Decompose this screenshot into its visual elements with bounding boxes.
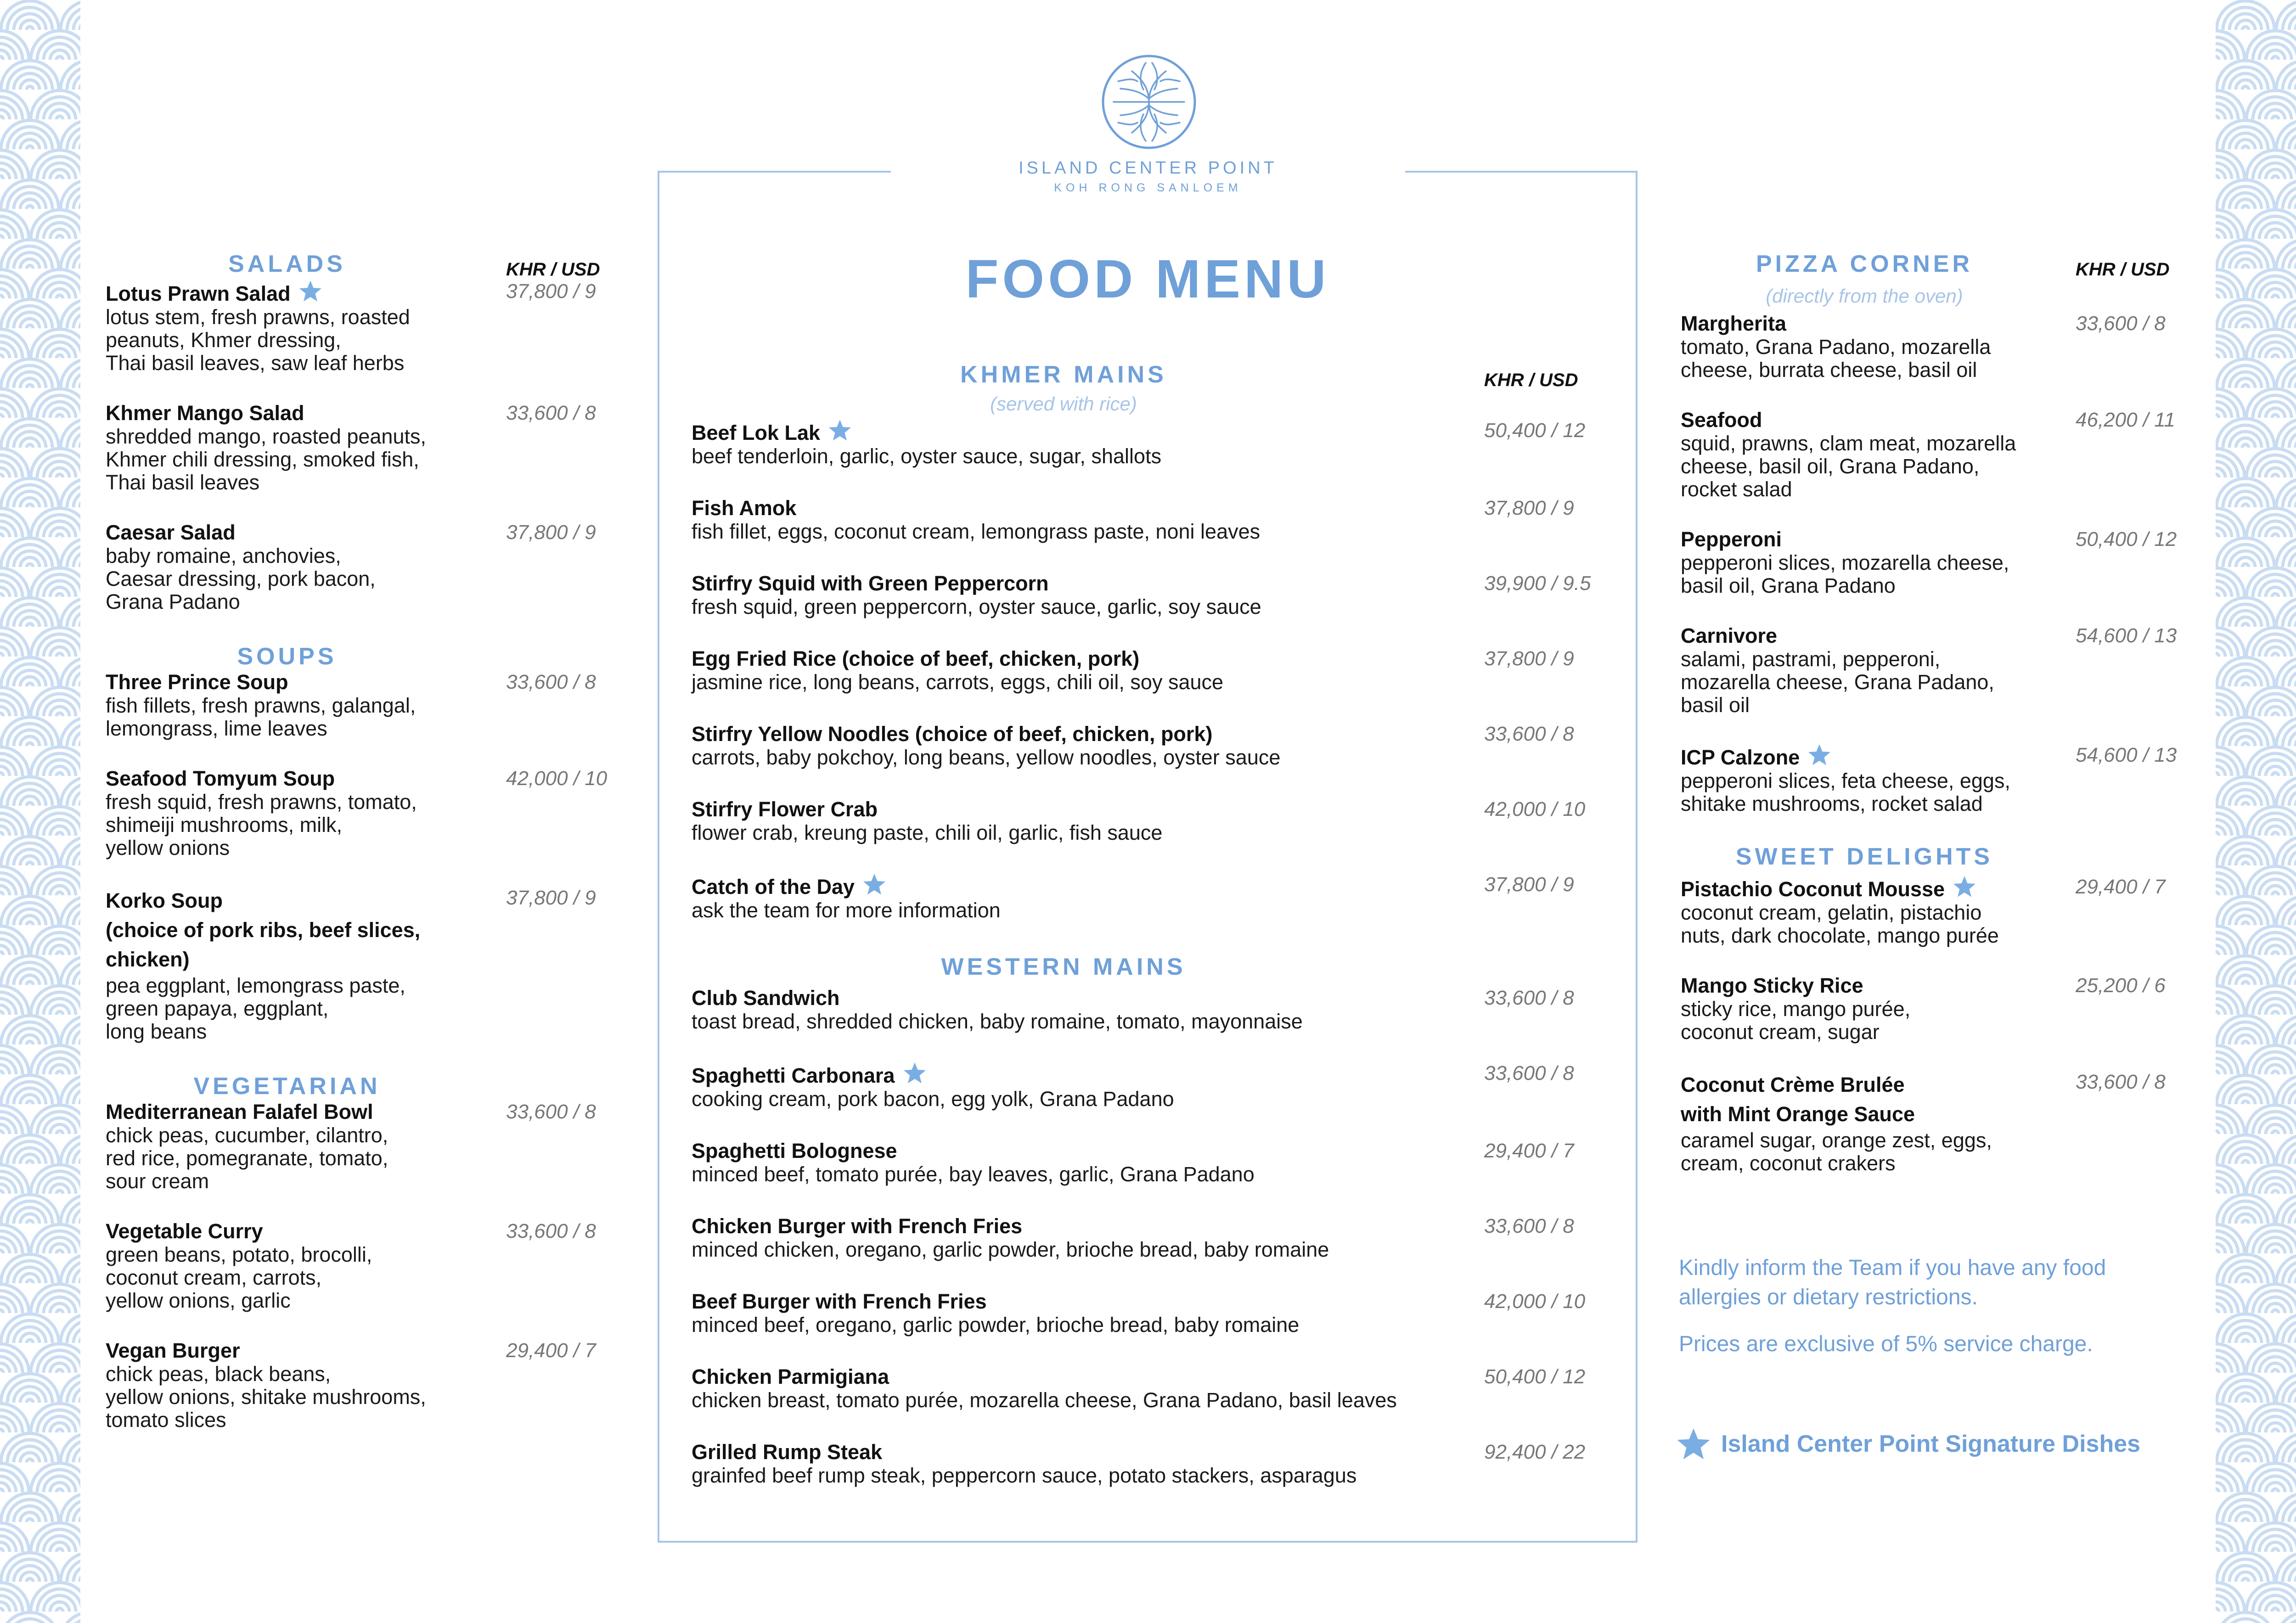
item-name: Spaghetti Bolognese (692, 1139, 897, 1162)
menu-item (692, 986, 1610, 1033)
item-price: 37,800 / 9 (506, 887, 596, 909)
menu-item (692, 572, 1610, 618)
menu-item (692, 1440, 1610, 1487)
price-header: KHR / USD (1484, 370, 1578, 390)
item-price: 33,600 / 8 (1484, 723, 1574, 745)
item-name: Mango Sticky Rice (1681, 974, 1863, 997)
item-description: cooking cream, pork bacon, egg yolk, Grana Padano (692, 1087, 1174, 1111)
item-description: chicken breast, tomato purée, mozarella cheese, Grana Padano, basil leaves (692, 1388, 1397, 1412)
menu-item (1681, 743, 2195, 815)
item-description: beef tenderloin, garlic, oyster sauce, sugar, shallots (692, 444, 1162, 468)
menu-item (106, 767, 634, 859)
item-name: Chicken Parmigiana (692, 1365, 889, 1388)
wave-pattern-right-graphic (2216, 0, 2296, 1623)
section-soups-header (106, 643, 634, 672)
item-price: 33,600 / 8 (2076, 312, 2166, 335)
menu-item (692, 1214, 1610, 1261)
menu-item (106, 670, 634, 740)
item-price: 33,600 / 8 (1484, 987, 1574, 1009)
item-name: Beef Lok Lak (692, 419, 1610, 445)
item-description: minced chicken, oregano, garlic powder, brioche bread, baby romaine (692, 1238, 1329, 1261)
left-column (106, 250, 634, 1432)
menu-item (106, 1219, 634, 1312)
item-name: Seafood Tomyum Soup (106, 767, 335, 790)
item-description: baby romaine, anchovies, Caesar dressing, pork bacon, Grana Padano (106, 544, 376, 613)
menu-item (106, 521, 634, 613)
item-name: Pepperoni (1681, 528, 1782, 551)
item-name: Caesar Salad (106, 521, 236, 544)
section-title: SOUPS (237, 643, 337, 670)
price-header: KHR / USD (2076, 259, 2170, 280)
item-price: 37,800 / 9 (1484, 497, 1574, 519)
section-subtitle: (directly from the oven) (1766, 285, 1963, 307)
brand-name: ISLAND CENTER POINT (1019, 158, 1277, 178)
section-title: VEGETARIAN (193, 1073, 381, 1100)
item-description: minced beef, tomato purée, bay leaves, garlic, Grana Padano (692, 1162, 1255, 1186)
item-description: toast bread, shredded chicken, baby romaine, tomato, mayonnaise (692, 1010, 1303, 1033)
menu-item (692, 1365, 1610, 1412)
item-description: minced beef, oregano, garlic powder, brioche bread, baby romaine (692, 1313, 1300, 1337)
menu-item (1681, 1070, 2195, 1175)
item-name: Beef Burger with French Fries (692, 1290, 987, 1313)
menu-item (1681, 624, 2195, 717)
item-name: Stirfry Squid with Green Peppercorn (692, 572, 1049, 595)
menu-item (1681, 312, 2195, 382)
item-price: 42,000 / 10 (506, 767, 608, 790)
item-description: fish fillets, fresh prawns, galangal, lemongrass, lime leaves (106, 694, 416, 740)
item-name: Fish Amok (692, 496, 797, 520)
wave-pattern-left (0, 0, 80, 1623)
item-name: Grilled Rump Steak (692, 1440, 883, 1464)
menu-item (106, 886, 634, 1043)
item-name: Pistachio Coconut Mousse (1681, 875, 2195, 901)
item-name: Vegetable Curry (106, 1219, 263, 1243)
item-description: pea eggplant, lemongrass paste, green papaya, eggplant, long beans (106, 974, 405, 1043)
item-name: Stirfry Yellow Noodles (choice of beef, chicken, pork) (692, 722, 1213, 746)
item-description: shredded mango, roasted peanuts, Khmer chili dressing, smoked fish, Thai basil leaves (106, 425, 426, 494)
item-description: sticky rice, mango purée, coconut cream, sugar (1681, 997, 1911, 1044)
menu-item (692, 797, 1610, 844)
item-description: squid, prawns, clam meat, mozarella cheese, basil oil, Grana Padano, rocket salad (1681, 432, 2016, 501)
section-title: KHMER MAINS (960, 361, 1167, 388)
menu-item (692, 496, 1610, 543)
item-name: Margherita (1681, 312, 1787, 335)
star-icon (298, 280, 323, 303)
item-price: 37,800 / 9 (1484, 647, 1574, 670)
section-salads-header (106, 250, 634, 280)
menu-item (692, 722, 1610, 769)
item-price: 33,600 / 8 (506, 402, 596, 424)
star-icon (902, 1061, 927, 1084)
section-title: SWEET DELIGHTS (1735, 843, 1993, 870)
item-price: 46,200 / 11 (2076, 409, 2175, 431)
item-name: Coconut Crème Brulée (1681, 1073, 1905, 1096)
item-price: 54,600 / 13 (2076, 744, 2177, 766)
item-name: ICP Calzone (1681, 743, 2195, 769)
menu-item (692, 1290, 1610, 1337)
section-pizza-header (1681, 250, 2195, 317)
item-name: Chicken Burger with French Fries (692, 1214, 1023, 1238)
wave-pattern-right (2216, 0, 2296, 1623)
menu-item (106, 1100, 634, 1193)
item-price: 54,600 / 13 (2076, 624, 2177, 647)
item-price: 33,600 / 8 (506, 1220, 596, 1242)
menu-item (692, 1139, 1610, 1186)
item-description: grainfed beef rump steak, peppercorn sauce, potato stackers, asparagus (692, 1464, 1357, 1487)
item-name: Carnivore (1681, 624, 1778, 647)
item-name: Lotus Prawn Salad (106, 280, 634, 306)
item-name: Mediterranean Falafel Bowl (106, 1100, 373, 1123)
item-price: 29,400 / 7 (2076, 876, 2166, 898)
menu-item (106, 401, 634, 494)
item-price: 39,900 / 9.5 (1484, 572, 1591, 595)
brand-location: KOH RONG SANLOEM (1054, 181, 1242, 194)
menu-item (692, 419, 1610, 468)
item-name-option: (choice of pork ribs, beef slices, chicken) (106, 918, 421, 971)
section-sweet-header (1681, 843, 2195, 875)
item-price: 50,400 / 12 (2076, 528, 2177, 550)
middle-column (692, 361, 1610, 1487)
item-description: chick peas, cucumber, cilantro, red rice, pomegranate, tomato, sour cream (106, 1123, 388, 1193)
item-price: 33,600 / 8 (1484, 1215, 1574, 1237)
item-description: tomato, Grana Padano, mozarella cheese, burrata cheese, basil oil (1681, 335, 1991, 382)
section-subtitle: (served with rice) (990, 393, 1137, 415)
section-title: SALADS (228, 251, 346, 277)
item-name: Korko Soup (106, 889, 223, 912)
item-description: pepperoni slices, feta cheese, eggs, shitake mushrooms, rocket salad (1681, 769, 2010, 815)
menu-item (692, 647, 1610, 694)
allergy-note: Kindly inform the Team if you have any food allergies or dietary restrictions. (1679, 1256, 2106, 1309)
item-description: salami, pastrami, pepperoni, mozarella cheese, Grana Padano, basil oil (1681, 647, 1994, 717)
section-title: WESTERN MAINS (941, 954, 1186, 980)
section-khmer-mains-header (692, 361, 1610, 420)
menu-item (1681, 408, 2195, 501)
item-description: carrots, baby pokchoy, long beans, yellow noodles, oyster sauce (692, 746, 1281, 769)
menu-item (692, 1061, 1610, 1111)
star-icon (1952, 875, 1977, 898)
item-description: fresh squid, fresh prawns, tomato, shimeiji mushrooms, milk, yellow onions (106, 790, 417, 859)
item-name: Vegan Burger (106, 1339, 240, 1362)
item-price: 29,400 / 7 (1484, 1140, 1574, 1162)
right-column (1681, 250, 2195, 1175)
item-description: pepperoni slices, mozarella cheese, basil oil, Grana Padano (1681, 551, 2009, 597)
item-name: Egg Fried Rice (choice of beef, chicken, pork) (692, 647, 1140, 670)
item-price: 37,800 / 9 (1484, 873, 1574, 896)
item-price: 37,800 / 9 (506, 521, 596, 544)
menu-item (1681, 875, 2195, 947)
star-icon (827, 419, 852, 442)
item-name: Khmer Mango Salad (106, 401, 304, 425)
section-western-mains-header (692, 953, 1610, 986)
item-name: Seafood (1681, 408, 1762, 432)
item-description: lotus stem, fresh prawns, roasted peanuts, Khmer dressing, Thai basil leaves, saw leaf herbs (106, 305, 410, 375)
menu-item (1681, 974, 2195, 1044)
item-description: fresh squid, green peppercorn, oyster sauce, garlic, soy sauce (692, 595, 1261, 618)
item-description: ask the team for more information (692, 899, 1001, 922)
item-price: 37,800 / 9 (506, 280, 596, 303)
item-description: coconut cream, gelatin, pistachio nuts, dark chocolate, mango purée (1681, 901, 1999, 947)
service-charge-note: Prices are exclusive of 5% service charge. (1679, 1332, 2093, 1356)
star-icon (862, 873, 887, 896)
item-price: 33,600 / 8 (2076, 1071, 2166, 1093)
menu-item (106, 280, 634, 375)
item-description: jasmine rice, long beans, carrots, eggs, chili oil, soy sauce (692, 670, 1224, 694)
price-header: KHR / USD (506, 259, 600, 280)
wave-pattern-left-graphic (0, 0, 80, 1623)
menu-item (1681, 528, 2195, 597)
item-name-option: with Mint Orange Sauce (1681, 1102, 1915, 1126)
item-name: Stirfry Flower Crab (692, 797, 878, 821)
menu-item (106, 1339, 634, 1432)
item-price: 33,600 / 8 (1484, 1062, 1574, 1084)
item-price: 50,400 / 12 (1484, 1365, 1586, 1388)
item-name: Spaghetti Carbonara (692, 1061, 1610, 1088)
item-price: 33,600 / 8 (506, 671, 596, 693)
item-price: 50,400 / 12 (1484, 419, 1586, 442)
page-title: FOOD MENU (965, 249, 1330, 309)
item-name: Catch of the Day (692, 873, 1610, 899)
menu-item (692, 873, 1610, 922)
section-title: PIZZA CORNER (1756, 251, 1973, 277)
signature-legend-label: Island Center Point Signature Dishes (1721, 1431, 2141, 1457)
item-price: 42,000 / 10 (1484, 1290, 1586, 1313)
item-price: 33,600 / 8 (506, 1101, 596, 1123)
item-description: green beans, potato, brocolli, coconut cream, carrots, yellow onions, garlic (106, 1243, 372, 1312)
item-price: 92,400 / 22 (1484, 1441, 1586, 1463)
star-icon (1807, 743, 1832, 766)
section-vegetarian-header (106, 1073, 634, 1102)
item-price: 42,000 / 10 (1484, 798, 1586, 820)
item-price: 29,400 / 7 (506, 1339, 596, 1362)
signature-legend (1675, 1427, 2140, 1461)
item-description: chick peas, black beans, yellow onions, shitake mushrooms, tomato slices (106, 1362, 426, 1432)
item-price: 25,200 / 6 (2076, 974, 2166, 997)
item-name: Club Sandwich (692, 986, 840, 1010)
item-name: Three Prince Soup (106, 670, 288, 694)
star-icon (1675, 1427, 1712, 1461)
item-description: caramel sugar, orange zest, eggs, cream, coconut crakers (1681, 1129, 1992, 1175)
notes (1679, 1253, 2221, 1359)
tree-roots-circle-icon (1100, 53, 1198, 151)
item-description: fish fillet, eggs, coconut cream, lemongrass paste, noni leaves (692, 520, 1261, 543)
item-description: flower crab, kreung paste, chili oil, garlic, fish sauce (692, 821, 1163, 844)
